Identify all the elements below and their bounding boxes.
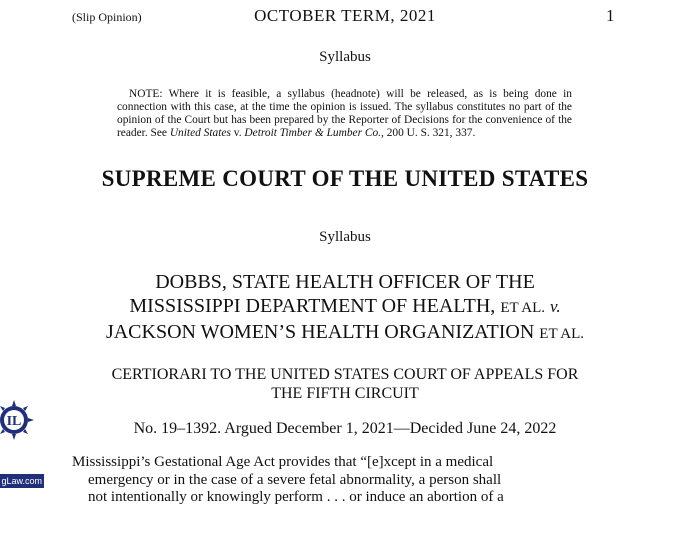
case-caption <box>0 270 690 346</box>
docket-line: No. 19–1392. Argued December 1, 2021—Decided June 24, 2022 <box>133 420 557 437</box>
caption-et-al-2: ET AL. <box>539 326 585 342</box>
body-text-line-1: Mississippi’s Gestational Age Act provides that “[e]xcept in a medical <box>72 454 494 470</box>
certiorari-heading <box>0 365 690 403</box>
body-text-line-2: emergency or in the case of a severe fetal abnormality, a person shall <box>88 472 502 488</box>
note-case-name: United States <box>169 127 231 139</box>
caption-versus: v. <box>550 297 561 316</box>
syllabus-heading-2: Syllabus <box>319 229 371 245</box>
watermark-logo-text: IL <box>6 414 22 429</box>
caption-et-al-1: ET AL. <box>500 300 546 316</box>
watermark-banner[interactable]: gLaw.com <box>0 474 44 488</box>
caption-line-1: DOBBS, STATE HEALTH OFFICER OF THE <box>155 271 535 293</box>
court-name: SUPREME COURT OF THE UNITED STATES <box>101 166 589 191</box>
caption-line-3 <box>0 320 690 346</box>
note-versus: v. <box>233 127 242 139</box>
page-number: 1 <box>606 6 615 25</box>
certiorari-line-2: THE FIFTH CIRCUIT <box>271 385 419 402</box>
slip-opinion-label: (Slip Opinion) <box>72 10 142 24</box>
note-lead: NOTE: Where it is feasible, a syllabus (headnote) will be released, as is being done in connection with this case, at the time the opinion is issued. The syllabus constitutes no part of the opinion of the Court but has been prepared by the Reporter of Decisions for the convenience of the reader. See <box>117 88 572 139</box>
certiorari-line-1: CERTIORARI TO THE UNITED STATES COURT OF APPEALS FOR <box>111 366 579 383</box>
caption-line-3-text: JACKSON WOMEN’S HEALTH ORGANIZATION <box>105 321 535 343</box>
note-citation: , 200 U. S. 321, 337. <box>381 127 476 139</box>
caption-line-2 <box>0 294 690 320</box>
syllabus-heading: Syllabus <box>319 49 371 65</box>
term-header: OCTOBER TERM, 2021 <box>254 6 436 25</box>
caption-line-2-text: MISSISSIPPI DEPARTMENT OF HEALTH, <box>129 295 496 317</box>
body-text-line-3: not intentionally or knowingly perform . . . or induce an abortion of a <box>88 489 504 505</box>
syllabus-note <box>117 88 572 140</box>
watermark-logo-icon <box>0 398 36 442</box>
note-case-name-2: Detroit Timber & Lumber Co. <box>244 127 382 139</box>
